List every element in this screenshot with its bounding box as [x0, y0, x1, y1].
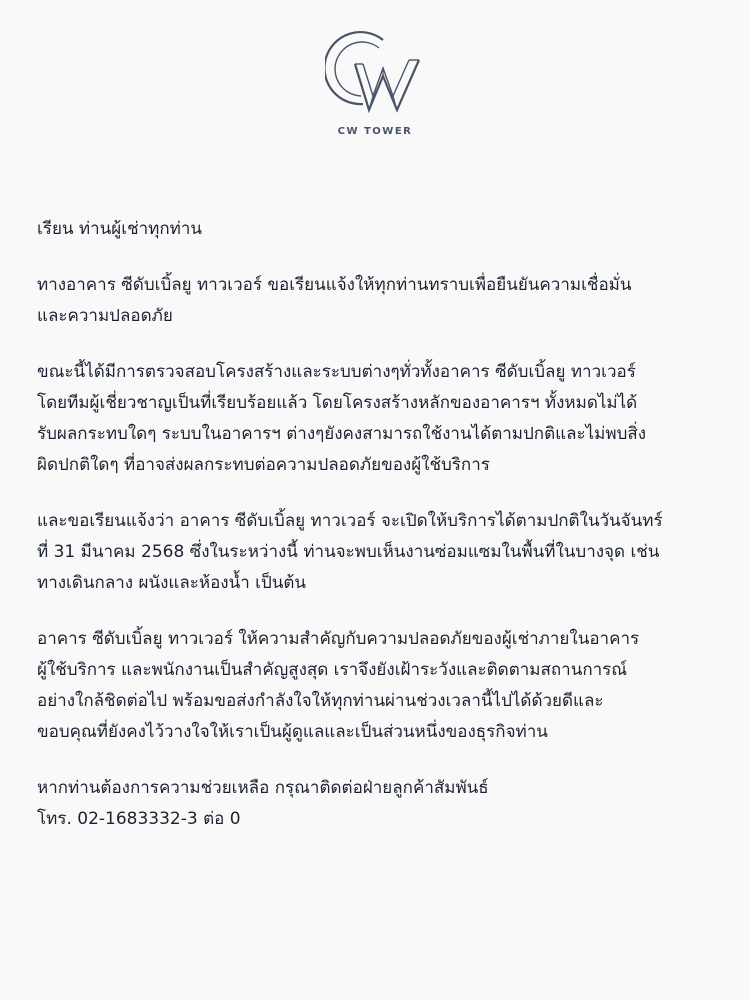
contact-phone: โทร. 02-1683332-3 ต่อ 0 — [37, 809, 241, 829]
paragraph-line: ผิดปกติใดๆ ที่อาจส่งผลกระทบต่อความปลอดภัยของผู้ใช้บริการ — [37, 455, 490, 475]
letter-body — [37, 214, 727, 835]
contact-info — [37, 773, 727, 835]
cw-tower-logo-icon — [325, 30, 425, 118]
paragraph-reopening — [37, 506, 727, 599]
paragraph-line: โดยทีมผู้เชี่ยวชาญเป็นที่เรียบร้อยแล้ว โดยโครงสร้างหลักของอาคารฯ ทั้งหมดไม่ได้ — [37, 393, 638, 413]
salutation-line: เรียน ท่านผู้เช่าทุกท่าน — [37, 219, 203, 239]
salutation — [37, 214, 727, 245]
paragraph-line: ขณะนี้ได้มีการตรวจสอบโครงสร้างและระบบต่างๆทั่วทั้งอาคาร ซีดับเบิ้ลยู ทาวเวอร์ — [37, 362, 636, 382]
paragraph-line: และความปลอดภัย — [37, 306, 173, 326]
paragraph-line: อาคาร ซีดับเบิ้ลยู ทาวเวอร์ ให้ความสำคัญกับความปลอดภัยของผู้เช่าภายในอาคาร — [37, 629, 640, 649]
paragraph-line: ที่ 31 มีนาคม 2568 ซึ่งในระหว่างนี้ ท่านจะพบเห็นงานซ่อมแซมในพื้นที่ในบางจุด เช่น — [37, 542, 660, 562]
paragraph-line: ทางเดินกลาง ผนังและห้องน้ำ เป็นต้น — [37, 573, 307, 593]
logo-wordmark: CW TOWER — [337, 126, 413, 137]
paragraph-line: ทางอาคาร ซีดับเบิ้ลยู ทาวเวอร์ ขอเรียนแจ้งให้ทุกท่านทราบเพื่อยืนยันความเชื่อมั่น — [37, 275, 632, 295]
paragraph-line: รับผลกระทบใดๆ ระบบในอาคารฯ ต่างๆยังคงสามารถใช้งานได้ตามปกติและไม่พบสิ่ง — [37, 424, 647, 444]
paragraph-line: และขอเรียนแจ้งว่า อาคาร ซีดับเบิ้ลยู ทาวเวอร์ จะเปิดให้บริการได้ตามปกติในวันจันทร์ — [37, 511, 663, 531]
contact-line: หากท่านต้องการความช่วยเหลือ กรุณาติดต่อฝ่ายลูกค้าสัมพันธ์ — [37, 778, 489, 798]
logo — [0, 30, 750, 137]
paragraph-line: ขอบคุณที่ยังคงไว้วางใจให้เราเป็นผู้ดูแลและเป็นส่วนหนึ่งของธุรกิจท่าน — [37, 722, 548, 742]
paragraph-confirmation — [37, 270, 727, 332]
paragraph-safety — [37, 624, 727, 748]
paragraph-inspection — [37, 357, 727, 481]
paragraph-line: ผู้ใช้บริการ และพนักงานเป็นสำคัญสูงสุด เราจึงยังเฝ้าระวังและติดตามสถานการณ์ — [37, 660, 628, 680]
paragraph-line: อย่างใกล้ชิดต่อไป พร้อมขอส่งกำลังใจให้ทุกท่านผ่านช่วงเวลานี้ไปได้ด้วยดีและ — [37, 691, 604, 711]
